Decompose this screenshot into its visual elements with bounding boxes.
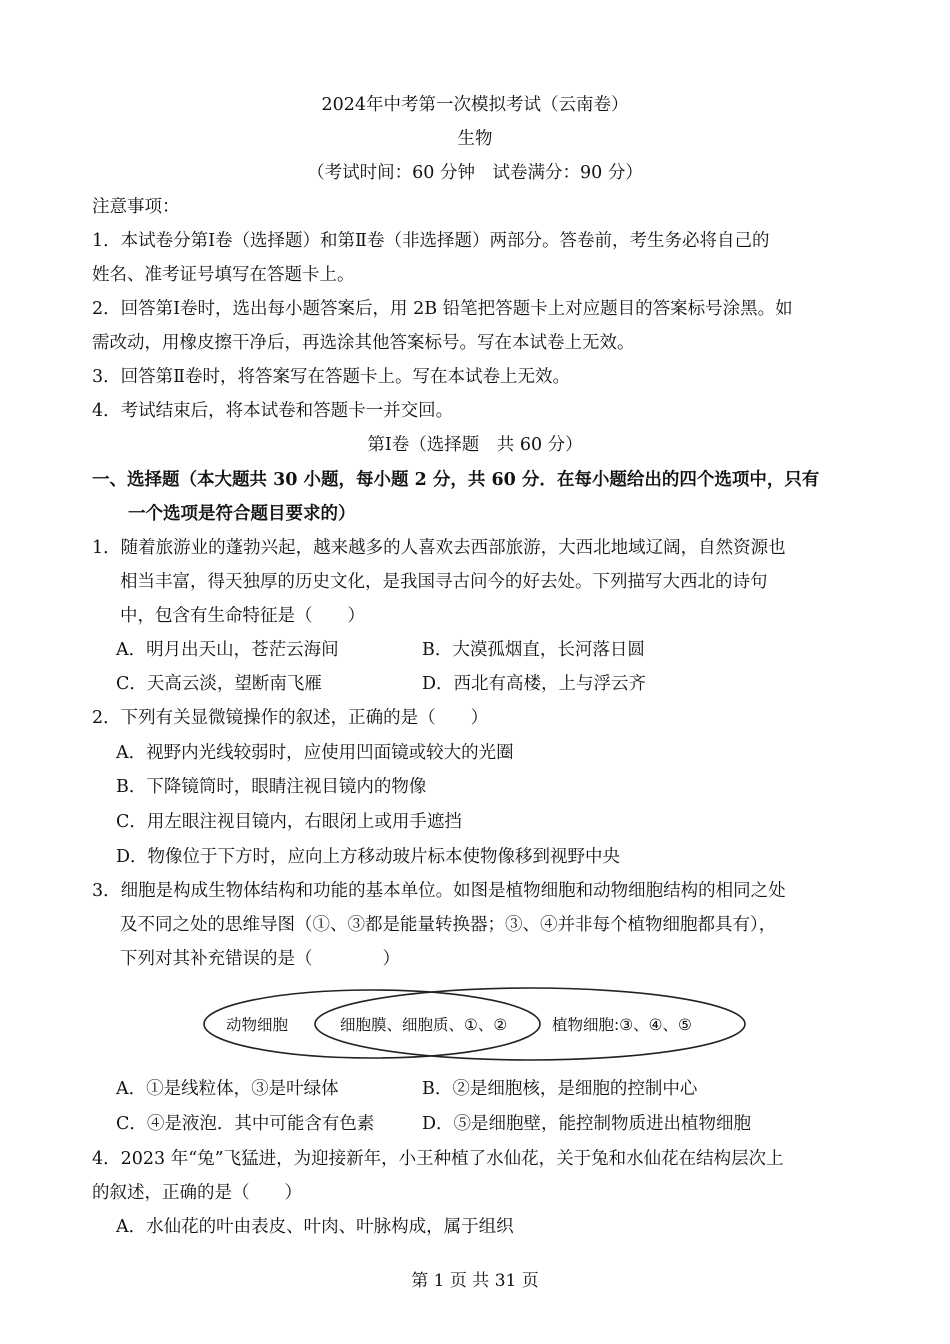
section-instruction: 一、选择题（本大题共 30 小题，每小题 2 分，共 60 分．在每小题给出的四个选项中，只有: [92, 470, 820, 490]
question-1-option-a: A．明月出天山，苍茫云海间: [116, 640, 339, 660]
question-2-stem: 2．下列有关显微镜操作的叙述，正确的是（ ）: [92, 708, 489, 728]
question-3-option-d: D．⑤是细胞壁，能控制物质进出植物细胞: [422, 1114, 752, 1134]
notes-line: 4．考试结束后，将本试卷和答题卡一并交回。: [92, 401, 454, 421]
question-3-option-c: C．④是液泡．其中可能含有色素: [116, 1114, 375, 1134]
question-1-stem: 中，包含有生命特征是（ ）: [120, 606, 365, 626]
notes-line: 需改动，用橡皮擦干净后，再选涂其他答案标号。写在本试卷上无效。: [92, 333, 635, 353]
animal-cell-label: 动物细胞: [226, 1016, 289, 1034]
notes-heading: 注意事项：: [92, 197, 180, 217]
exam-time-info: （考试时间：60 分钟 试卷满分：90 分）: [307, 163, 643, 183]
exam-title: 2024年中考第一次模拟考试（云南卷）: [321, 95, 629, 115]
exam-subject: 生物: [457, 129, 493, 149]
question-1-stem: 1．随着旅游业的蓬勃兴起，越来越多的人喜欢去西部旅游，大西北地域辽阔，自然资源也: [92, 538, 786, 558]
question-1-option-c: C．天高云淡，望断南飞雁: [116, 674, 322, 694]
notes-line: 2．回答第Ⅰ卷时，选出每小题答案后，用 2B 铅笔把答题卡上对应题目的答案标号涂黑。如: [92, 299, 793, 319]
section-instruction: 一个选项是符合题目要求的）: [128, 504, 356, 524]
question-1-option-d: D．西北有高楼，上与浮云齐: [422, 674, 647, 694]
question-4-stem: 的叙述，正确的是（ ）: [92, 1183, 302, 1203]
question-2-option-c: C．用左眼注视目镜内，右眼闭上或用手遮挡: [116, 812, 462, 832]
page-number: 第 1 页 共 31 页: [411, 1271, 539, 1291]
question-3-stem: 及不同之处的思维导图（①、③都是能量转换器；③、④并非每个植物细胞都具有），: [120, 915, 777, 935]
question-1-option-b: B．大漠孤烟直，长河落日圆: [422, 640, 645, 660]
cell-venn-diagram: [200, 984, 755, 1064]
notes-line: 3．回答第Ⅱ卷时，将答案写在答题卡上。写在本试卷上无效。: [92, 367, 571, 387]
shared-structures-label: 细胞膜、细胞质、①、②: [340, 1016, 508, 1034]
plant-cell-label: 植物细胞:③、④、⑤: [552, 1016, 692, 1034]
question-3-stem: 3．细胞是构成生物体结构和功能的基本单位。如图是植物细胞和动物细胞结构的相同之处: [92, 881, 786, 901]
question-4-option-a: A．水仙花的叶由表皮、叶肉、叶脉构成，属于组织: [116, 1217, 514, 1237]
question-1-stem: 相当丰富，得天独厚的历史文化，是我国寻古问今的好去处。下列描写大西北的诗句: [120, 572, 768, 592]
question-3-option-a: A．①是线粒体，③是叶绿体: [116, 1079, 339, 1099]
question-2-option-d: D．物像位于下方时，应向上方移动玻片标本使物像移到视野中央: [116, 847, 621, 867]
question-2-option-a: A．视野内光线较弱时，应使用凹面镜或较大的光圈: [116, 743, 514, 763]
notes-line: 姓名、准考证号填写在答题卡上。: [92, 265, 355, 285]
question-3-stem: 下列对其补充错误的是（ ）: [120, 949, 400, 969]
question-3-option-b: B．②是细胞核，是细胞的控制中心: [422, 1079, 698, 1099]
question-4-stem: 4．2023 年“兔”飞猛进，为迎接新年，小王种植了水仙花，关于兔和水仙花在结构层次上: [92, 1149, 784, 1169]
notes-line: 1．本试卷分第Ⅰ卷（选择题）和第Ⅱ卷（非选择题）两部分。答卷前，考生务必将自己的: [92, 231, 770, 251]
section-title: 第Ⅰ卷（选择题 共 60 分）: [367, 435, 583, 455]
question-2-option-b: B．下降镜筒时，眼睛注视目镜内的物像: [116, 777, 427, 797]
